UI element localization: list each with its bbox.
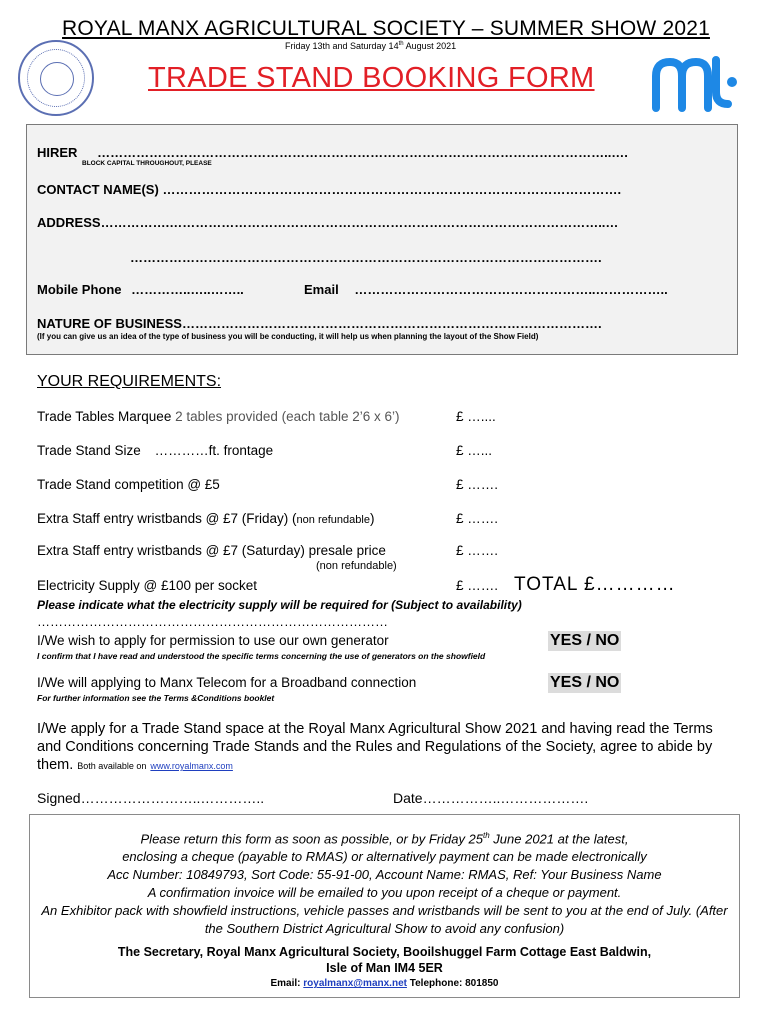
broadband-note: For further information see the Terms &Conditions booklet bbox=[37, 693, 275, 703]
electricity-row: Electricity Supply @ £100 per socket bbox=[37, 578, 258, 593]
website-link[interactable]: www.royalmanx.com bbox=[150, 761, 233, 771]
broadband-yes-no[interactable]: YES / NO bbox=[550, 674, 620, 691]
stand-size-row: Trade Stand Size …………ft. frontage bbox=[37, 443, 274, 458]
generator-yes-no[interactable]: YES / NO bbox=[550, 632, 620, 649]
wristbands-friday-row: Extra Staff entry wristbands @ £7 (Friday) (non refundable) bbox=[37, 511, 375, 526]
competition-row: Trade Stand competition @ £5 bbox=[37, 477, 220, 492]
society-seal-logo bbox=[18, 40, 94, 116]
show-dates: Friday 13th and Saturday 14th August 2021 bbox=[285, 41, 457, 51]
nature-of-business-field[interactable]: NATURE OF BUSINESS……………………………………………………………………………………. bbox=[37, 316, 602, 331]
requirements-heading: YOUR REQUIREMENTS: bbox=[37, 373, 222, 390]
mobile-phone-field[interactable]: Mobile Phone …………..…..…….. bbox=[37, 282, 244, 297]
broadband-row: I/We will applying to Manx Telecom for a Broadband connection bbox=[37, 675, 417, 690]
email-field[interactable]: Email ………………………………………………..…………….. bbox=[304, 282, 668, 297]
return-instructions-box bbox=[29, 814, 740, 998]
total-field[interactable]: TOTAL £………… bbox=[514, 574, 676, 595]
secretary-address: The Secretary, Royal Manx Agricultural Society, Booilshuggel Farm Cottage East Baldwin, Isle of Man IM4 5ER bbox=[117, 945, 652, 976]
bank-details: Acc Number: 10849793, Sort Code: 55-91-00, Account Name: RMAS, Ref: Your Business Name bbox=[107, 867, 662, 883]
contact-name-field[interactable]: CONTACT NAME(S) ……………………………………………………………………………………………. bbox=[37, 182, 622, 197]
return-deadline: Please return this form as soon as possible, or by Friday 25th June 2021 at the latest, bbox=[140, 831, 629, 847]
wristbands-saturday-price[interactable]: £ ……. bbox=[456, 543, 499, 558]
contact-line: Email: royalmanx@manx.net Telephone: 801850 bbox=[270, 978, 499, 990]
electricity-price[interactable]: £ ……. bbox=[456, 578, 499, 593]
manx-telecom-logo-icon bbox=[652, 52, 742, 114]
generator-note: I confirm that I have read and understood the specific terms concerning the use of generators on the showfield bbox=[37, 651, 486, 661]
address-line-2[interactable]: ………………………………………………………………………………………………. bbox=[130, 250, 602, 265]
hirer-field[interactable]: HIRER ………………………………………………………………………………………………………..…. bbox=[37, 145, 628, 160]
declaration-paragraph: I/We apply for a Trade Stand space at the Royal Manx Agricultural Show 2021 and having read the Terms and Conditions concerning Trade Stands and the Rules and Regulations of the Society, agree to abide by them. Both available on www.royalmanx.com bbox=[37, 721, 713, 773]
address-field[interactable]: ADDRESS…………….………………………………………………………………………………………..… bbox=[37, 215, 619, 230]
wristbands-friday-price[interactable]: £ ……. bbox=[456, 511, 499, 526]
signature-field[interactable]: Signed……………………..………….. bbox=[37, 790, 265, 806]
society-title: ROYAL MANX AGRICULTURAL SOCIETY – SUMMER SHOW 2021 bbox=[62, 17, 710, 40]
exhibitor-pack-line: An Exhibitor pack with showfield instructions, vehicle passes and wristbands will be sent to you at the end of July. (After the Southern District Agricultural Show to avoid any confusion) bbox=[41, 903, 728, 937]
nature-note: (If you can give us an idea of the type of business you will be conducting, it will help us when planning the layout of the Show Field) bbox=[37, 332, 539, 341]
payment-line: enclosing a cheque (payable to RMAS) or alternatively payment can be made electronically bbox=[122, 849, 647, 865]
wristbands-saturday-note: (non refundable) bbox=[316, 560, 397, 572]
competition-price[interactable]: £ ……. bbox=[456, 477, 499, 492]
form-title: TRADE STAND BOOKING FORM bbox=[148, 62, 595, 94]
date-field[interactable]: Date……………..………………. bbox=[393, 790, 589, 806]
email-link[interactable]: royalmanx@manx.net bbox=[303, 978, 407, 990]
invoice-line: A confirmation invoice will be emailed to you upon receipt of a cheque or payment. bbox=[147, 885, 622, 901]
electricity-note: Please indicate what the electricity supply will be required for (Subject to availability) bbox=[37, 598, 522, 612]
marquee-price[interactable]: £ ….... bbox=[456, 409, 496, 424]
marquee-row: Trade Tables Marquee 2 tables provided (each table 2’6 x 6’) bbox=[37, 409, 400, 424]
generator-row: I/We wish to apply for permission to use our own generator bbox=[37, 633, 389, 648]
electricity-requirement-line[interactable]: ……………………………………………………………………… bbox=[37, 614, 388, 629]
stand-size-price[interactable]: £ …... bbox=[456, 443, 493, 458]
wristbands-saturday-row: Extra Staff entry wristbands @ £7 (Saturday) presale price bbox=[37, 543, 386, 558]
hirer-note: BLOCK CAPITAL THROUGHOUT, PLEASE bbox=[82, 160, 212, 167]
